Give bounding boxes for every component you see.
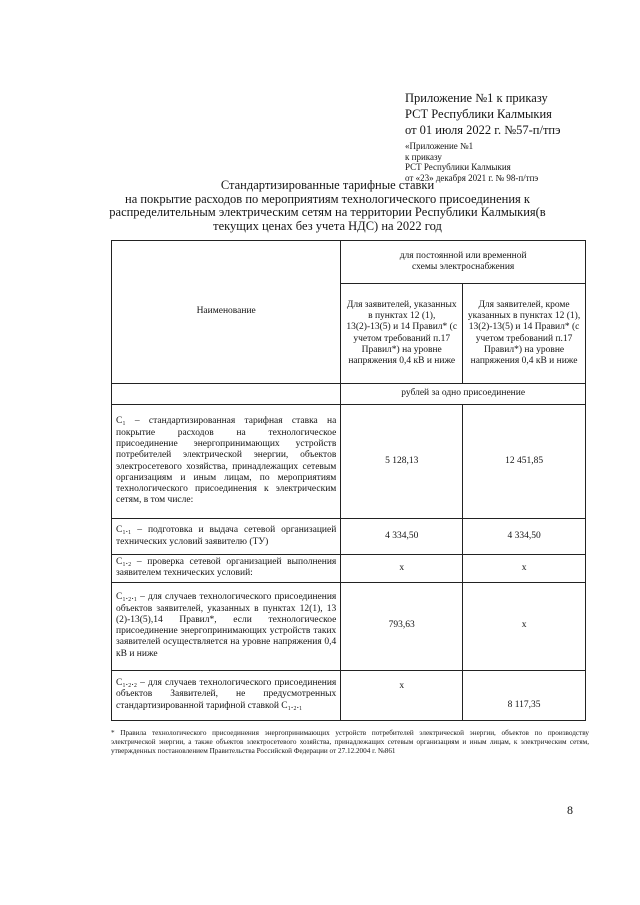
header-line-2: РСТ Республики Калмыкия — [405, 107, 552, 121]
row-name: С₁.₂.₁ – для случаев технологического присоединения объектов заявителей, указанных в пунктах 12(1), 13 (2)-13(5),14 Правил*, если технологическое присоединение энергопринимающих устройств таких заявителей осуществляется на уровне напряжения 0,4 кВ и ниже — [112, 582, 341, 670]
previous-annex-line-2: к приказу — [405, 151, 442, 162]
row-value-b: 4 334,50 — [463, 519, 586, 555]
column-header-applicants-other: Для заявителей, кроме указанных в пунктах 12 (1), 13(2)-13(5) и 14 Правил* (с учетом требований п.17 Правил*) на уровне напряжения 0,4 кВ и ниже — [463, 284, 586, 384]
title-line-1: Стандартизированные тарифные ставки — [220, 178, 435, 192]
row-name: С₁.₂ – проверка сетевой организацией выполнения заявителем технических условий: — [112, 555, 341, 583]
table-header-row — [112, 241, 586, 284]
previous-annex-line-4: от «23» декабря 2021 г. № 98-п/тпэ — [405, 172, 539, 183]
table-row — [112, 405, 586, 519]
column-header-name: Наименование — [112, 241, 341, 384]
title-line-2: на покрытие расходов по мероприятиям технологического присоединения к — [125, 191, 530, 206]
row-value-b: х — [463, 582, 586, 670]
row-value-a: х — [341, 555, 463, 583]
unit-row — [112, 384, 586, 405]
table-row — [112, 582, 586, 670]
title-line-3: распределительным электрическим сетям на территории Республики Калмыкия(в — [109, 205, 546, 219]
approval-header — [405, 90, 625, 183]
title-line-4: текущих ценах без учета НДС) на 2022 год — [213, 218, 442, 233]
row-name: С₁.₂.₂ – для случаев технологического присоединения объектов Заявителей, не предусмотренных стандартизированной тарифной ставкой С₁.₂.₁ — [112, 670, 341, 720]
row-value-a: х — [341, 670, 463, 720]
row-value-b: х — [463, 555, 586, 583]
header-line-1: Приложение №1 к приказу — [405, 91, 548, 105]
tariff-table — [111, 240, 586, 721]
row-name: С₁ – стандартизированная тарифная ставка на покрытие расходов на технологическое присоединение энергопринимающих устройств потребителей электрической энергии, объектов электросетевого хозяйства, принадлежащих сетевым организациям и иным лицам, по мероприятиям технологического присоединения к электрическим сетям, в том числе: — [112, 405, 341, 519]
unit-label: рублей за одно присоединение — [341, 384, 586, 405]
row-value-a: 5 128,13 — [341, 405, 463, 519]
document-title — [100, 179, 555, 233]
page-number: 8 — [567, 803, 573, 817]
table-row — [112, 555, 586, 583]
column-header-applicants-listed: Для заявителей, указанных в пунктах 12 (1), 13(2)-13(5) и 14 Правил* (с учетом требований п.17 Правил*) на уровне напряжения 0,4 кВ и ниже — [341, 284, 463, 384]
footnote: * Правила технологического присоединения энергопринимающих устройств потребителей электрической энергии, объектов по производству электрической энергии, а также объектов электросетевого хозяйства, принадлежащих сетевым организациям и иным лицам, к электрическим сетям, утвержденных постановлением Правительства Российской Федерации от 27.12.2004 г. №861 — [111, 729, 589, 755]
row-value-b: 12 451,85 — [463, 405, 586, 519]
row-value-a: 793,63 — [341, 582, 463, 670]
header-line-3: от 01 июля 2022 г. №57-п/тпэ — [405, 123, 561, 137]
scheme-header: для постоянной или временной схемы электроснабжения — [341, 241, 586, 284]
table-row — [112, 670, 586, 720]
previous-annex-line-1: «Приложение №1 — [405, 141, 474, 151]
previous-annex-line-3: РСТ Республики Калмыкия — [405, 162, 511, 172]
row-name: С₁.₁ – подготовка и выдача сетевой организацией технических условий заявителю (ТУ) — [112, 519, 341, 555]
row-value-a: 4 334,50 — [341, 519, 463, 555]
table-row — [112, 519, 586, 555]
row-value-b: 8 117,35 — [463, 670, 586, 720]
